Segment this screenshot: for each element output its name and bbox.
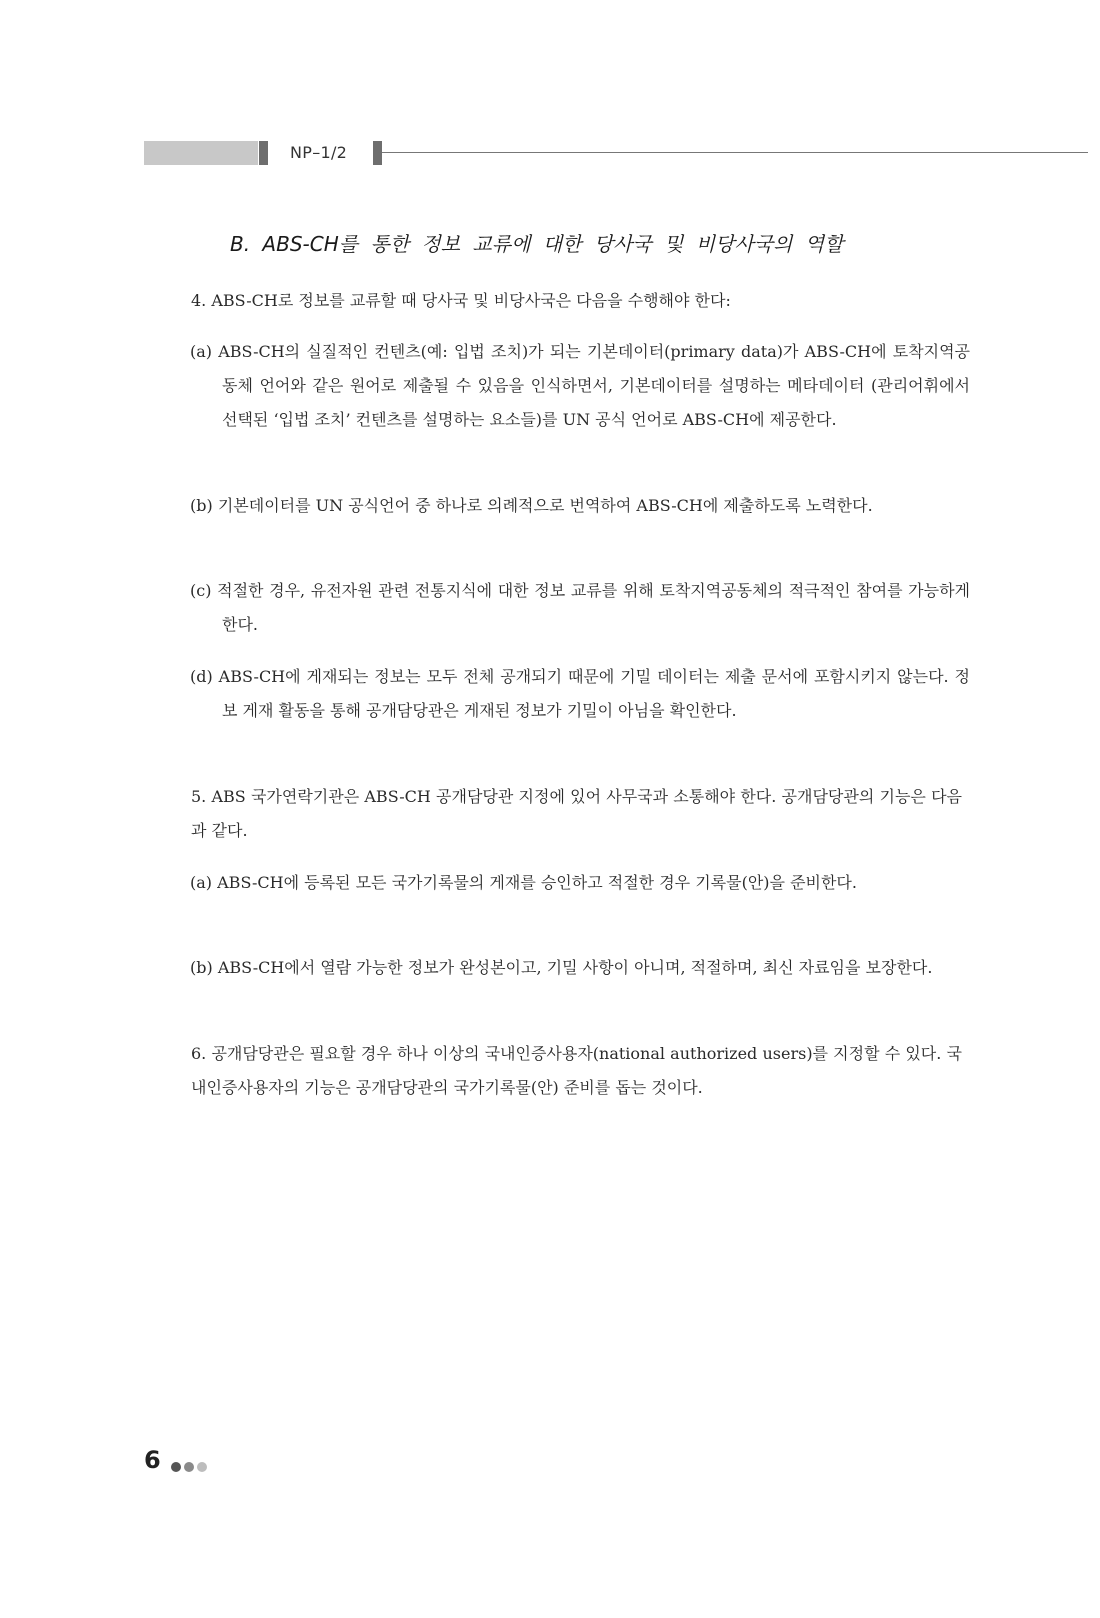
paragraph-4c <box>190 574 970 642</box>
page-number: 6 <box>144 1446 161 1474</box>
dot-icon <box>184 1462 194 1472</box>
paragraph-text: ABS-CH에 등록된 모든 국가기록물의 게재를 승인하고 적절한 경우 기록물(안)을 준비한다. <box>217 873 857 892</box>
paragraph-label: 6. <box>191 1044 207 1063</box>
paragraph-label: 5. <box>191 787 207 806</box>
paragraph-label: (b) <box>190 958 213 977</box>
paragraph-text: 기본데이터를 UN 공식언어 중 하나로 의례적으로 번역하여 ABS-CH에 제출하도록 노력한다. <box>217 496 873 515</box>
paragraph-label: (b) <box>190 496 213 515</box>
paragraph-label: 4. <box>191 291 207 310</box>
paragraph-5b <box>190 951 970 985</box>
paragraph-4a <box>190 335 970 437</box>
dot-icon <box>171 1462 181 1472</box>
paragraph-label: (c) <box>190 581 212 600</box>
dot-icon <box>197 1462 207 1472</box>
page-dots <box>171 1457 210 1476</box>
paragraph-label: (a) <box>190 873 213 892</box>
header-gray-bar <box>144 141 258 165</box>
section-heading: B. ABS-CH를 통한 정보 교류에 대한 당사국 및 비당사국의 역할 <box>230 232 844 256</box>
paragraph-text: 적절한 경우, 유전자원 관련 전통지식에 대한 정보 교류를 위해 토착지역공동체의 적극적인 참여를 가능하게 한다. <box>217 581 970 634</box>
paragraph-5a <box>190 866 970 900</box>
paragraph-5 <box>167 780 962 848</box>
paragraph-text: 공개담당관은 필요할 경우 하나 이상의 국내인증사용자(national authorized users)를 지정할 수 있다. 국내인증사용자의 기능은 공개담당관의 국가기록물(안) 준비를 돕는 것이다. <box>191 1044 962 1097</box>
document-code: NP–1/2 <box>290 143 348 162</box>
paragraph-text: ABS-CH의 실질적인 컨텐츠(예: 입법 조치)가 되는 기본데이터(primary data)가 ABS-CH에 토착지역공동체 언어와 같은 원어로 제출될 수 있음을 인식하면서, 기본데이터를 설명하는 메타데이터 (관리어휘에서 선택된 ‘입법 조치’ 컨텐츠를 설명하는 요소들)를 UN 공식 언어로 ABS-CH에 제공한다. <box>218 342 970 429</box>
paragraph-label: (a) <box>190 342 213 361</box>
paragraph-4 <box>167 284 962 318</box>
header-marker <box>373 141 382 165</box>
paragraph-4b <box>190 489 970 523</box>
paragraph-label: (d) <box>190 667 213 686</box>
header-tick <box>259 141 268 165</box>
paragraph-6 <box>167 1037 962 1105</box>
paragraph-text: ABS-CH에 게재되는 정보는 모두 전체 공개되기 때문에 기밀 데이터는 제출 문서에 포함시키지 않는다. 정보 게재 활동을 통해 공개담당관은 게재된 정보가 기밀이 아님을 확인한다. <box>218 667 971 720</box>
paragraph-text: ABS-CH로 정보를 교류할 때 당사국 및 비당사국은 다음을 수행해야 한다: <box>211 291 731 310</box>
paragraph-text: ABS-CH에서 열람 가능한 정보가 완성본이고, 기밀 사항이 아니며, 적절하며, 최신 자료임을 보장한다. <box>217 958 933 977</box>
header-rule <box>382 152 1088 153</box>
paragraph-text: ABS 국가연락기관은 ABS-CH 공개담당관 지정에 있어 사무국과 소통해야 한다. 공개담당관의 기능은 다음과 같다. <box>191 787 962 840</box>
paragraph-4d <box>190 660 970 728</box>
